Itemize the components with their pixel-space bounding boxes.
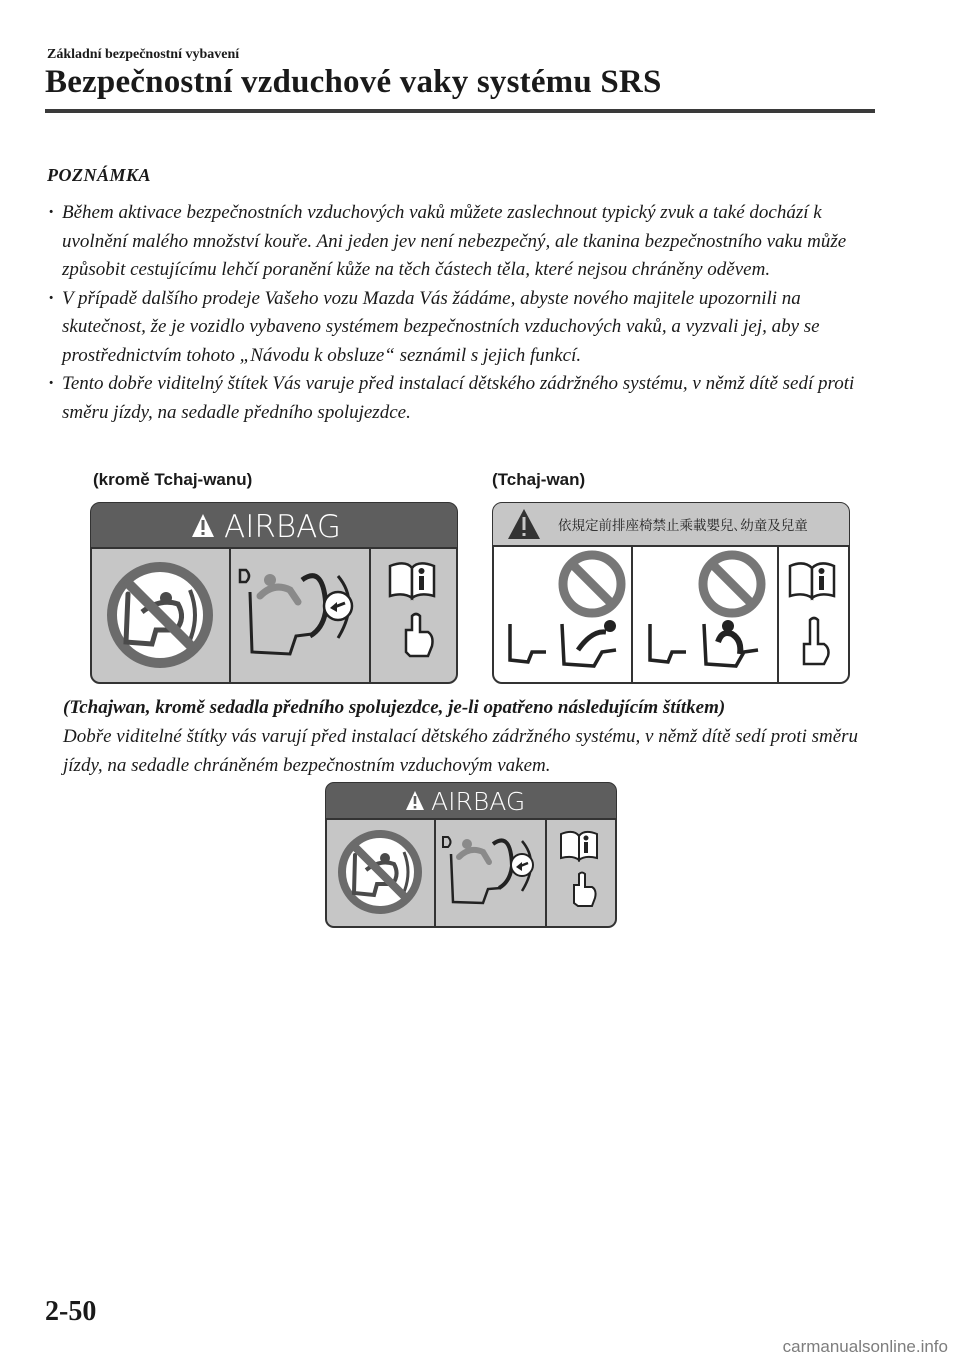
owner-manual-icon (390, 563, 434, 598)
label-caption-non-taiwan: (kromě Tchaj-wanu) (93, 470, 253, 489)
no-rear-facing-seat-icon (112, 567, 208, 663)
section-header: Základní bezpečnostní vybavení (47, 47, 240, 62)
watermark: carmanualsonline.info (782, 1337, 948, 1356)
page-title: Bezpečnostní vzduchové vaky systému SRS (45, 64, 662, 100)
note-bullet: · V případě dalšího prodeje Vašeho vozu Mazda Vás žádáme, abyste nového majitele upozornili na skutečnost, že je vozidlo vybaveno systémem bezpečnostních vzduchových vaků, a vyzvali jej, aby se prostřednictvím tohoto „Návodu k obsluze“ seznámil s jejich funkcí. (47, 285, 877, 371)
prohibition-icon (563, 555, 621, 613)
owner-manual-icon (561, 832, 597, 860)
label-caption-taiwan: (Tchaj-wan) (492, 470, 586, 489)
note-bullet: · Během aktivace bezpečnostních vzduchových vaků můžete zaslechnout typický zvuk a také dochází k uvolnění malého množství kouře. Ani jeden jev není nebezpečný, ale tkanina bezpečnostního vaku může způsobit cestujícímu lehčí poranění kůže na těch částech těla, které nejsou chráněny oděvem. (47, 199, 877, 285)
airbag-word: AIRBAG (431, 787, 526, 816)
page-number: 2-50 (45, 1296, 97, 1327)
airbag-warning-label (90, 502, 458, 684)
owner-manual-icon (790, 563, 834, 598)
title-rule (45, 109, 875, 113)
airbag-warning-label-taiwan (325, 782, 617, 928)
taiwan-warning-text: 依規定前排座椅禁止乘載嬰兒､幼童及兒童 (558, 518, 808, 534)
taiwan-heading: (Tchajwan, kromě sedadla předního spolujezdce, je-li opatřeno následujícím štítkem) (63, 697, 726, 718)
taiwan-paragraph: Dobře viditelné štítky vás varují před instalací dětského zádržného systému, v němž dítě sedí proti směru jízdy, na sedadle chráněném bezpečnostním vzduchovým vakem. (63, 726, 859, 776)
taiwan-warning-label (492, 502, 850, 684)
airbag-word: AIRBAG (224, 509, 341, 545)
note-bullet: · Tento dobře viditelný štítek Vás varuje před instalací dětského zádržného systému, v němž dítě sedí proti směru jízdy, na sedadle předního spolujezdce. (47, 370, 877, 427)
no-rear-facing-seat-icon (342, 834, 418, 910)
note-bullet-list (47, 199, 877, 427)
prohibition-icon (703, 555, 761, 613)
note-heading: POZNÁMKA (47, 165, 152, 185)
